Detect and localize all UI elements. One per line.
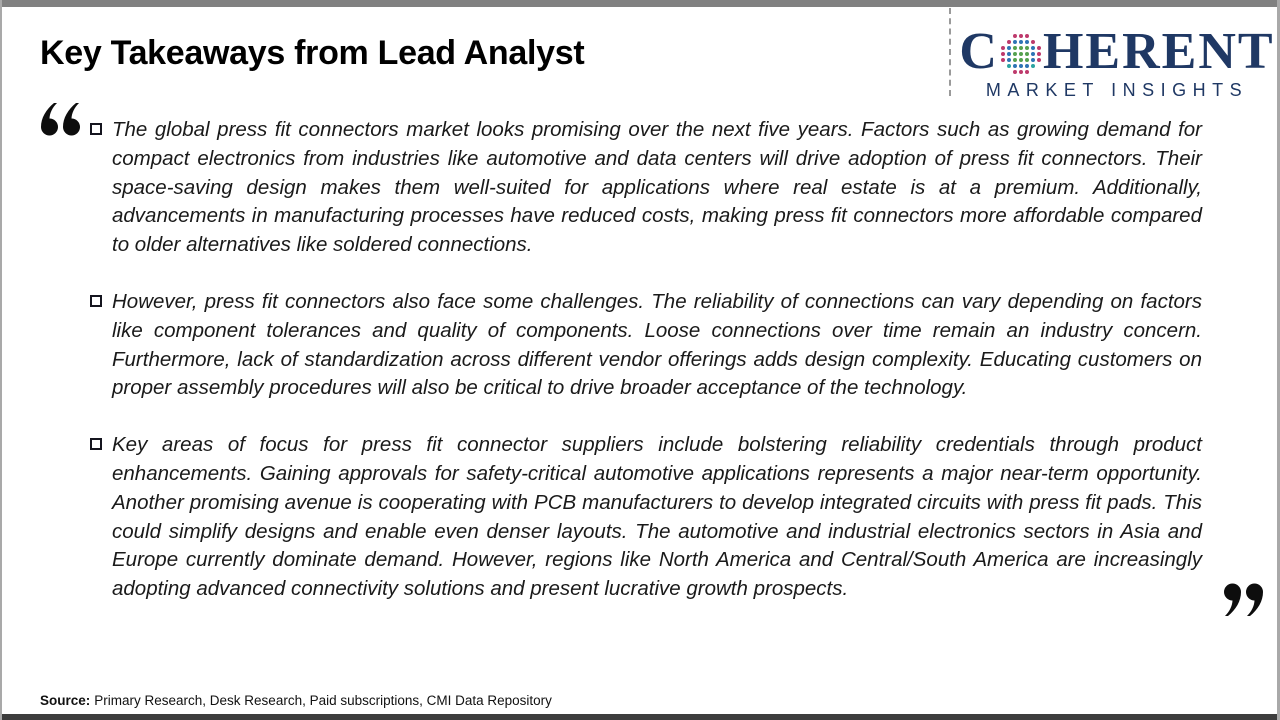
logo-subtitle: MARKET INSIGHTS <box>985 80 1249 100</box>
top-border-bar <box>2 0 1277 7</box>
takeaway-text: Key areas of focus for press fit connector suppliers include bolstering reliability credentials through product enhancements. Gaining approvals for safety-critical automotive applications represents a major near-term opportunity. Another promising avenue is cooperating with PCB manufacturers to develop integrated circuits with press fit pads. This could simplify designs and enable even denser layouts. The automotive and industrial electronics sectors in Asia and Europe currently dominate demand. However, regions like North America and Central/South America are increasingly adopting advanced connectivity solutions and present lucrative growth prospects. <box>112 433 1202 601</box>
open-quote-icon <box>38 103 82 143</box>
takeaway-text: However, press fit connectors also face some challenges. The reliability of connections can vary depending on factors like component tolerances and quality of components. Loose connections over time remain an industry concern. Furthermore, lack of standardization across different vendor offerings adds design complexity. Educating customers on proper assembly procedures will also be critical to drive broader acceptance of the technology. <box>112 289 1202 400</box>
globe-dots-icon <box>1000 33 1042 75</box>
takeaways-list <box>90 116 1202 604</box>
logo-wordmark <box>959 23 1275 80</box>
bottom-border-bar <box>2 714 1277 720</box>
source-label: Source: <box>40 693 91 708</box>
takeaway-paragraph <box>90 116 1202 260</box>
square-bullet-icon <box>90 123 102 135</box>
logo-divider-dashed-line <box>949 8 951 96</box>
takeaway-paragraph <box>90 288 1202 403</box>
takeaway-text: The global press fit connectors market looks promising over the next five years. Factors such as growing demand for compact electronics from industries like automotive and data centers will drive adoption of press fit connectors. Their space-saving design makes them well-suited for applications where real estate is at a premium. Additionally, advancements in manufacturing processes have reduced costs, making press fit connectors more affordable compared to older alternatives like soldered connections. <box>112 118 1202 257</box>
logo-letters-herent: HERENT <box>1042 23 1275 80</box>
source-line <box>40 693 552 708</box>
page-title: Key Takeaways from Lead Analyst <box>40 34 585 72</box>
source-text: Primary Research, Desk Research, Paid subscriptions, CMI Data Repository <box>94 693 552 708</box>
takeaway-paragraph <box>90 431 1202 604</box>
square-bullet-icon <box>90 295 102 307</box>
logo-letter-c: C <box>959 23 999 80</box>
coherent-market-insights-logo <box>959 23 1275 101</box>
close-quote-icon <box>1222 576 1266 616</box>
square-bullet-icon <box>90 438 102 450</box>
